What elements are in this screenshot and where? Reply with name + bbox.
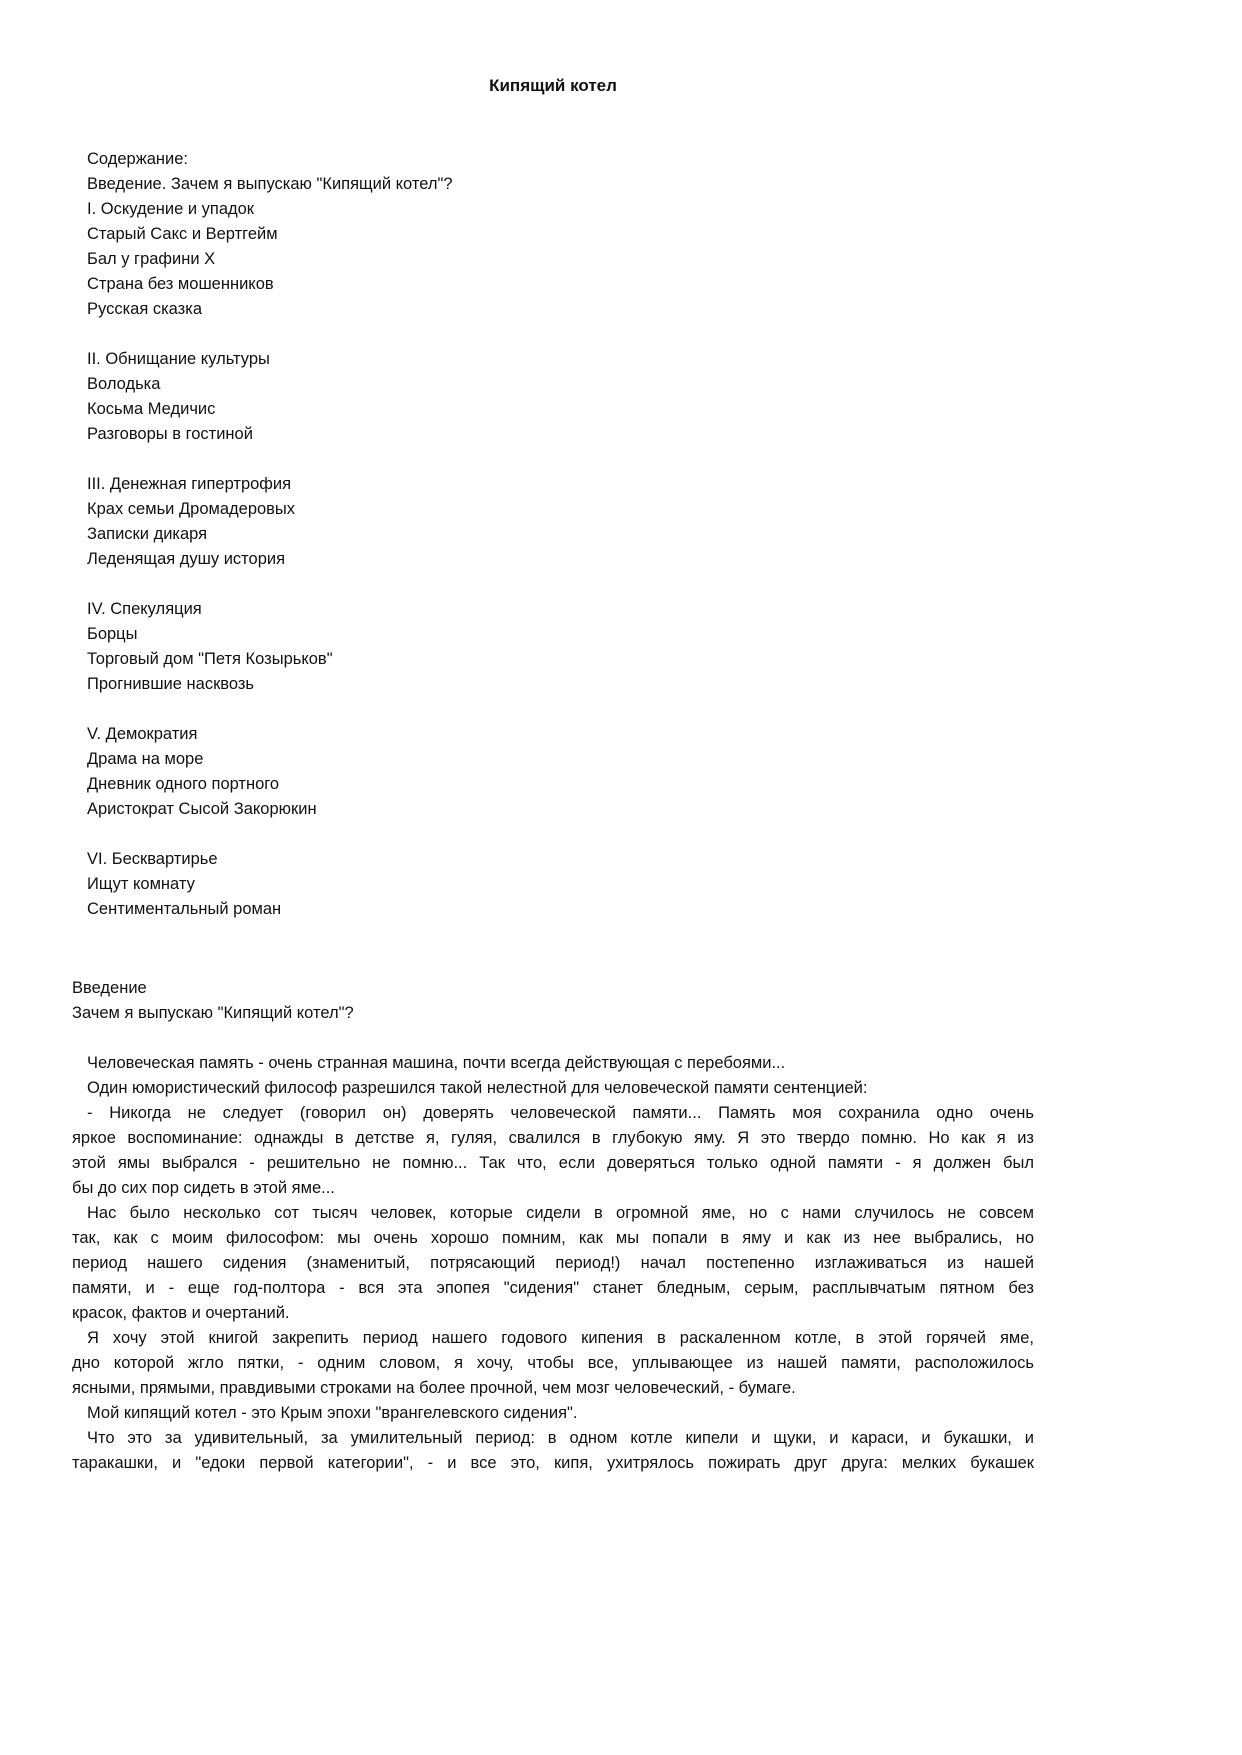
- text-line: так, как с моим философом: мы очень хорошо помним, как мы попали в яму и как из нее выбрались, но: [72, 1229, 1034, 1247]
- text-line: - Никогда не следует (говорил он) доверять человеческой памяти... Память моя сохранила одно очень: [87, 1104, 1034, 1122]
- text-line: памяти, и - еще год-полтора - вся эта эпопея "сидения" станет бледным, серым, расплывчатым пятном без: [72, 1279, 1034, 1297]
- toc-item: Дневник одного портного: [87, 775, 280, 793]
- text-line: Один юмористический философ разрешился такой нелестной для человеческой памяти сентенцией:: [87, 1079, 868, 1097]
- toc-item: Леденящая душу история: [87, 550, 286, 568]
- toc-item: Русская сказка: [87, 300, 202, 318]
- text-line: Человеческая память - очень странная машина, почти всегда действующая с перебоями...: [87, 1054, 786, 1072]
- paragraph: [72, 1076, 1034, 1101]
- text-line: бы до сих пор сидеть в этой яме...: [72, 1179, 335, 1197]
- toc-item: Прогнившие насквозь: [87, 675, 255, 693]
- toc-item: Крах семьи Дромадеровых: [87, 500, 296, 518]
- toc-section: [87, 147, 453, 322]
- text-line: дно которой жгло пятки, - одним словом, я хочу, чтобы все, уплывающее из нашей памяти, расположилось: [72, 1354, 1034, 1372]
- section-subheading: Зачем я выпускаю "Кипящий котел"?: [72, 1004, 354, 1022]
- text-line: Что это за удивительный, за умилительный период: в одном котле кипели и щуки, и караси, и букашки, и: [87, 1429, 1034, 1447]
- toc-section: [87, 347, 453, 447]
- toc-item: Содержание:: [87, 150, 189, 168]
- section-heading: Введение: [72, 979, 147, 997]
- paragraph: [72, 1101, 1034, 1201]
- text-line: этой ямы выбрался - решительно не помню... Так что, если доверяться только одной памяти - я должен был: [72, 1154, 1034, 1172]
- toc-item: Записки дикаря: [87, 525, 208, 543]
- toc-item: Введение. Зачем я выпускаю "Кипящий котел"?: [87, 175, 453, 193]
- document-title: Кипящий котел: [489, 76, 617, 95]
- text-line: красок, фактов и очертаний.: [72, 1304, 290, 1322]
- toc-section: [87, 722, 453, 822]
- paragraph: [72, 1401, 1034, 1426]
- toc-item: Торговый дом "Петя Козырьков": [87, 650, 333, 668]
- table-of-contents: [87, 147, 453, 947]
- toc-item: Разговоры в гостиной: [87, 425, 253, 443]
- paragraph: [72, 1426, 1034, 1476]
- toc-section: [87, 847, 453, 922]
- toc-item: III. Денежная гипертрофия: [87, 475, 292, 493]
- toc-item: Сентиментальный роман: [87, 900, 282, 918]
- text-line: ясными, прямыми, правдивыми строками на более прочной, чем мозг человеческий, - бумаге.: [72, 1379, 796, 1397]
- text-line: Нас было несколько сот тысяч человек, которые сидели в огромной яме, но с нами случилось не совсем: [87, 1204, 1034, 1222]
- toc-item: Драма на море: [87, 750, 204, 768]
- toc-item: I. Оскудение и упадок: [87, 200, 255, 218]
- paragraph: [72, 1201, 1034, 1326]
- toc-item: Страна без мошенников: [87, 275, 274, 293]
- toc-section: [87, 597, 453, 697]
- toc-item: II. Обнищание культуры: [87, 350, 270, 368]
- toc-item: V. Демократия: [87, 725, 198, 743]
- text-line: таракашки, и "едоки первой категории", - и все это, кипя, ухитрялось пожирать друг друга: мелких букашек: [72, 1454, 1034, 1472]
- introduction-heading-block: [72, 976, 354, 1026]
- toc-section: [87, 472, 453, 572]
- toc-item: Борцы: [87, 625, 138, 643]
- paragraph: [72, 1051, 1034, 1076]
- toc-item: Аристократ Сысой Закорюкин: [87, 800, 317, 818]
- toc-item: VI. Бесквартирье: [87, 850, 218, 868]
- paragraph: [72, 1326, 1034, 1401]
- body-text: [72, 1051, 1034, 1476]
- text-line: Я хочу этой книгой закрепить период нашего годового кипения в раскаленном котле, в этой горячей яме,: [87, 1329, 1034, 1347]
- toc-item: Бал у графини X: [87, 250, 216, 268]
- toc-item: Старый Сакс и Вертгейм: [87, 225, 278, 243]
- toc-item: Косьма Медичис: [87, 400, 216, 418]
- text-line: Мой кипящий котел - это Крым эпохи "врангелевского сидения".: [87, 1404, 578, 1422]
- text-line: период нашего сидения (знаменитый, потрясающий период!) начал постепенно изглаживаться из нашей: [72, 1254, 1034, 1272]
- text-line: яркое воспоминание: однажды в детстве я, гуляя, свалился в глубокую яму. Я это твердо помню. Но как я из: [72, 1129, 1034, 1147]
- toc-item: Володька: [87, 375, 161, 393]
- toc-item: IV. Спекуляция: [87, 600, 202, 618]
- toc-item: Ищут комнату: [87, 875, 195, 893]
